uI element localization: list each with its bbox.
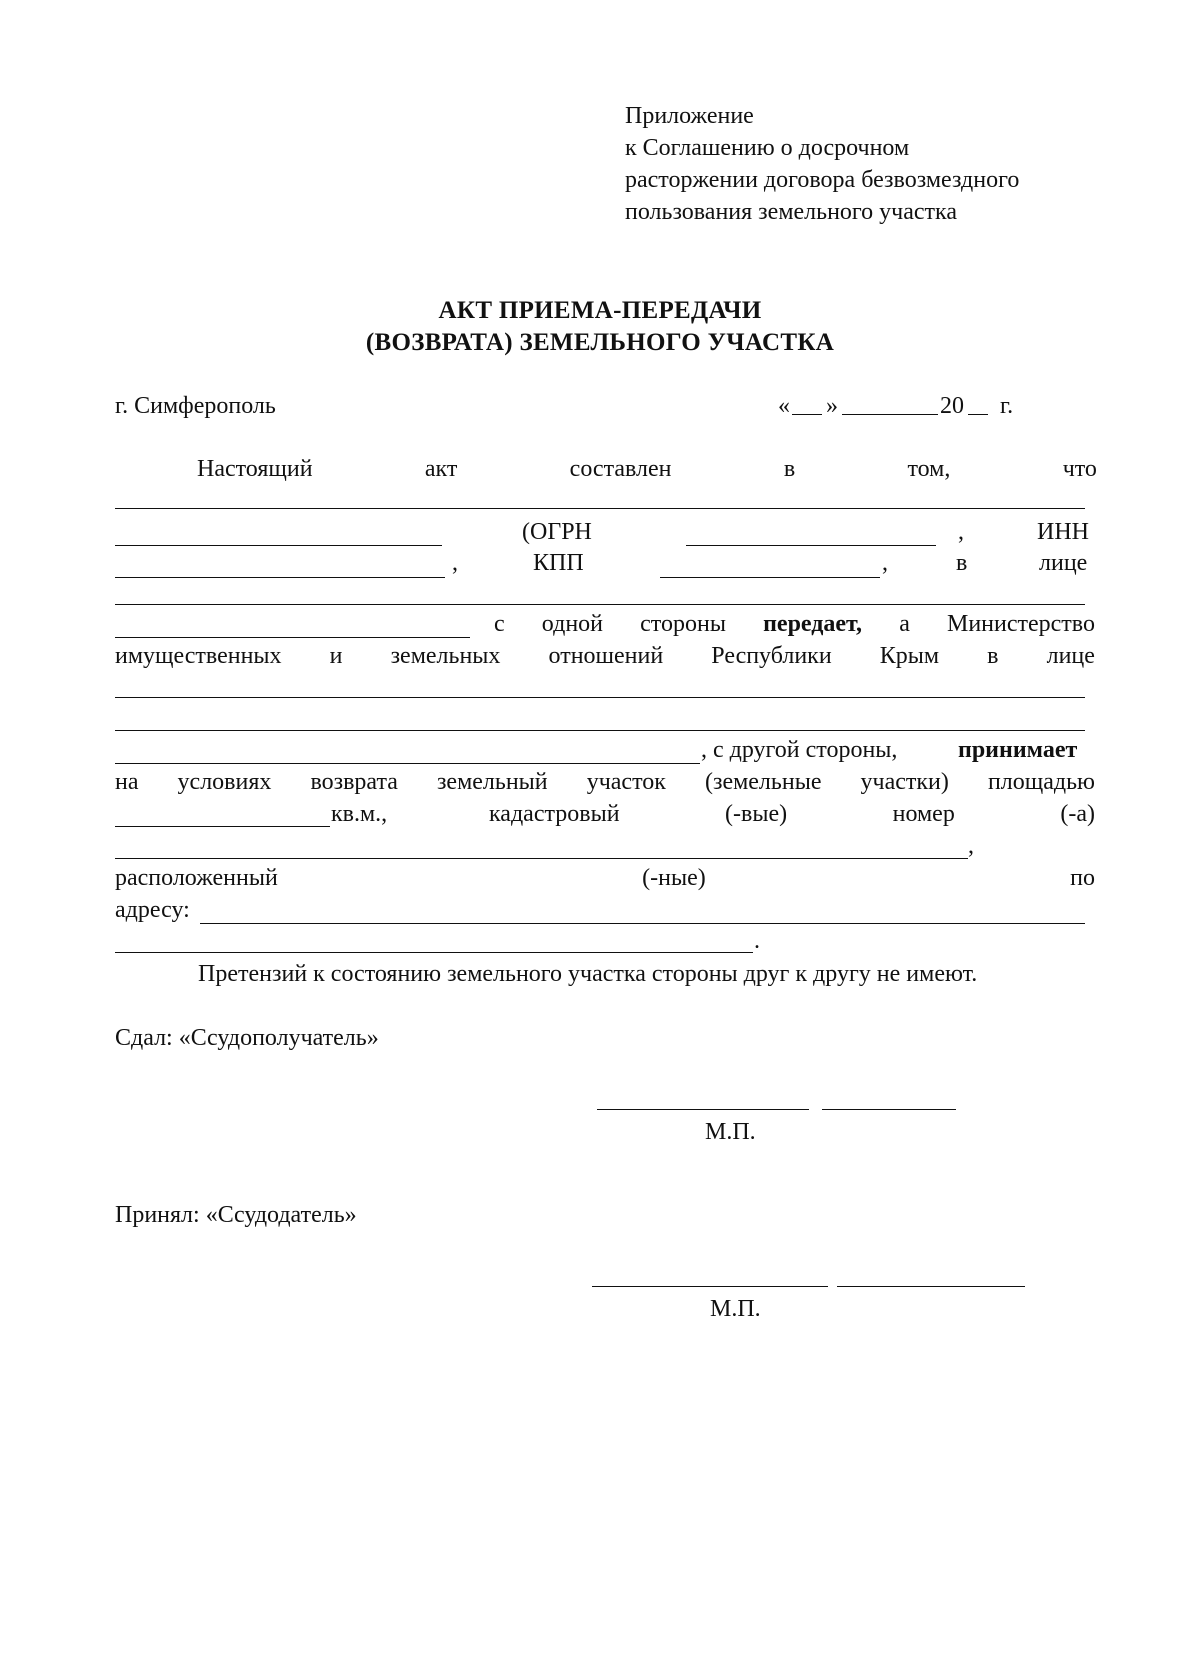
intro-word: акт (424, 456, 458, 482)
conditions-word: участки) (860, 769, 949, 795)
address-label: адресу: (115, 897, 190, 923)
side1-word: одной (541, 611, 604, 637)
appendix-line-3: расторжении договора безвозмездного (625, 167, 1020, 193)
located-word: расположенный (115, 865, 278, 891)
party-name-blank-1 (115, 508, 1085, 509)
intro-word: составлен (569, 456, 672, 482)
ministry-word: отношений (548, 643, 664, 669)
ministry-word: Крым (879, 643, 940, 669)
document-title-line-1: АКТ ПРИЕМА-ПЕРЕДАЧИ (438, 297, 762, 324)
side1-word: а (899, 611, 910, 637)
appendix-line-2: к Соглашению о досрочном (625, 135, 910, 161)
cadastral-word: кадастровый (489, 801, 620, 827)
located-word: по (1070, 865, 1095, 891)
side2-text: , с другой стороны, (701, 737, 898, 763)
transfer-row (494, 612, 1095, 636)
ministry-word: и (329, 643, 343, 669)
stamp-place-2: М.П. (710, 1296, 761, 1322)
signature-blank-1 (597, 1109, 809, 1110)
cadastral-word: номер (892, 801, 955, 827)
kpp-blank (660, 577, 880, 578)
ministry-word: земельных (390, 643, 501, 669)
ministry-word: Республики (711, 643, 832, 669)
year-prefix: 20 (940, 393, 964, 419)
ministry-representative-blank-2 (115, 730, 1085, 731)
inn-label: ИНН (1037, 519, 1089, 545)
sqm-label: кв.м., (331, 801, 388, 827)
appendix-block (625, 100, 1019, 228)
conditions-word: (земельные (704, 769, 822, 795)
date-close-quote: » (826, 393, 838, 419)
party-name-blank-2 (115, 545, 442, 546)
intro-row (197, 457, 1097, 481)
area-blank (115, 826, 330, 827)
city: г. Симферополь (115, 393, 276, 419)
cadastral-comma: , (968, 833, 974, 859)
ogrn-label: (ОГРН (522, 519, 592, 545)
handed-over-label: Сдал: «Ссудополучатель» (115, 1025, 379, 1051)
year-blank (968, 414, 988, 415)
transfers-word: передает, (763, 611, 863, 637)
conditions-word: площадью (987, 769, 1095, 795)
stamp-place-1: М.П. (705, 1119, 756, 1145)
ministry-word: в (987, 643, 999, 669)
in-word: в (956, 550, 968, 576)
located-word: (-ные) (642, 865, 706, 891)
ministry-word: имущественных (115, 643, 282, 669)
ministry-word: лице (1046, 643, 1095, 669)
intro-word: в (783, 456, 796, 482)
address-period: . (754, 928, 760, 954)
side1-word: с (494, 611, 505, 637)
accepts-word: принимает (958, 737, 1078, 763)
year-suffix: г. (1000, 393, 1014, 419)
ministry-word: Министерство (946, 611, 1095, 637)
claims-statement: Претензий к состоянию земельного участка стороны друг к другу не имеют. (198, 961, 978, 987)
kpp-comma: , (882, 550, 888, 576)
intro-word: что (1062, 456, 1097, 482)
inn-blank (115, 577, 445, 578)
representative-blank-2 (115, 637, 470, 638)
conditions-row (115, 770, 1095, 794)
ministry-representative-blank-3 (115, 763, 700, 764)
cadastral-word: (-а) (1060, 801, 1095, 827)
representative-blank-1 (115, 604, 1085, 605)
inn-comma: , (452, 550, 458, 576)
address-blank-1 (200, 923, 1085, 924)
ogrn-comma: , (958, 519, 964, 545)
ministry-row (115, 644, 1095, 668)
accepted-label: Принял: «Ссудодатель» (115, 1202, 357, 1228)
date-open-quote: « (778, 393, 790, 419)
conditions-word: на (115, 769, 139, 795)
conditions-word: условиях (177, 769, 272, 795)
ministry-representative-blank-1 (115, 697, 1085, 698)
appendix-line-1: Приложение (625, 103, 754, 129)
document-title-line-2: (ВОЗВРАТА) ЗЕМЕЛЬНОГО УЧАСТКА (365, 329, 835, 356)
cadastral-number-blank (115, 858, 968, 859)
intro-word: Настоящий (197, 456, 313, 482)
conditions-word: возврата (310, 769, 398, 795)
month-blank (842, 414, 938, 415)
face-word: лице (1039, 550, 1088, 576)
day-blank (792, 414, 822, 415)
appendix-line-4: пользования земельного участка (625, 199, 957, 225)
cadastral-word: (-вые) (725, 801, 788, 827)
conditions-word: земельный (436, 769, 548, 795)
kpp-label: КПП (533, 550, 584, 576)
side1-word: стороны (640, 611, 726, 637)
signature-blank-2 (592, 1286, 828, 1287)
conditions-word: участок (586, 769, 666, 795)
signature-name-blank-2 (837, 1286, 1025, 1287)
cadastral-row (489, 802, 1095, 826)
ogrn-blank (686, 545, 936, 546)
located-row (115, 866, 1095, 890)
intro-word: том, (907, 456, 951, 482)
address-blank-2 (115, 952, 753, 953)
signature-name-blank-1 (822, 1109, 956, 1110)
